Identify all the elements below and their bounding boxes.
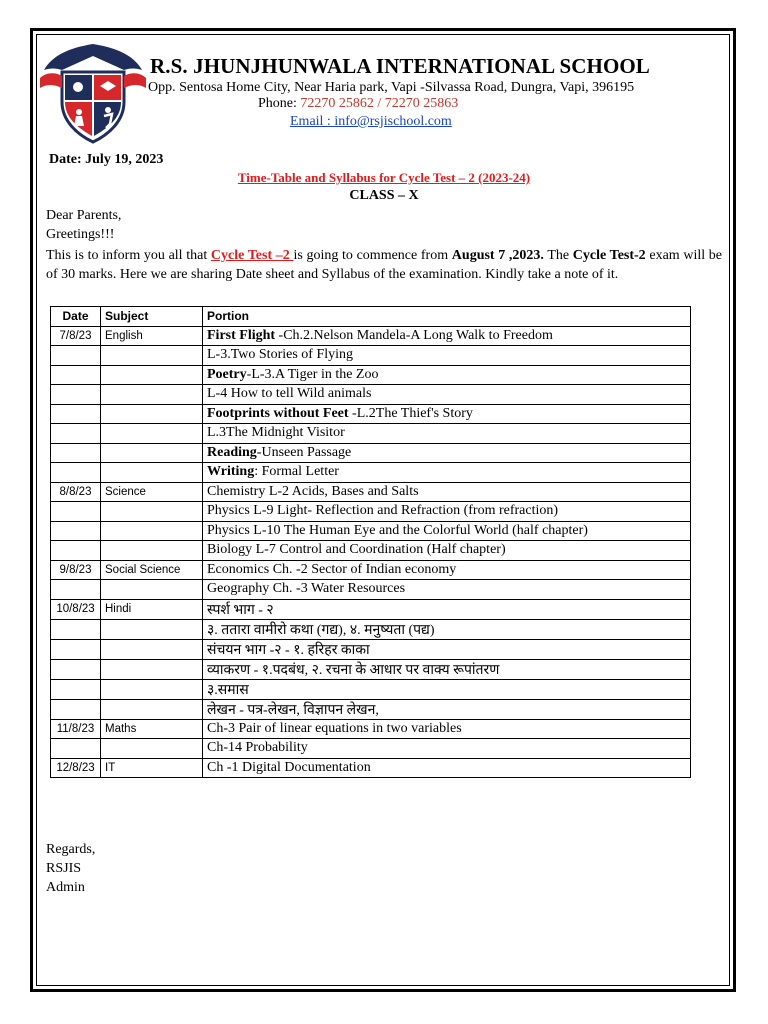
row-portion — [203, 599, 691, 619]
row-subject: Maths — [101, 719, 203, 739]
row-date — [51, 739, 101, 759]
intro-paragraph — [46, 246, 722, 284]
table-row — [51, 541, 691, 561]
row-subject — [101, 541, 203, 561]
school-email-link[interactable]: Email : info@rsjischool.com — [290, 114, 452, 129]
portion-text: Economics Ch. -2 Sector of Indian economy — [207, 561, 457, 577]
schedule-table — [50, 306, 691, 778]
portion-text: -Unseen Passage — [256, 444, 352, 460]
notice-date: Date: July 19, 2023 — [49, 152, 164, 167]
table-row — [51, 385, 691, 405]
portion-text: संचयन भाग -२ - १. हरिहर काका — [207, 642, 370, 658]
portion-text: Physics L-9 Light- Reflection and Refraction (from refraction) — [207, 503, 559, 519]
table-row — [51, 659, 691, 679]
row-portion — [203, 326, 691, 346]
row-subject — [101, 521, 203, 541]
table-row — [51, 599, 691, 619]
portion-lead: Reading — [207, 444, 257, 460]
row-date — [51, 502, 101, 522]
school-address: Opp. Sentosa Home City, Near Haria park, Vapi -Silvassa Road, Dungra, Vapi, 396195 — [148, 80, 635, 95]
row-date: 7/8/23 — [51, 326, 101, 346]
row-date: 9/8/23 — [51, 560, 101, 580]
table-row — [51, 639, 691, 659]
signoff-role: Admin — [46, 880, 85, 895]
table-row — [51, 424, 691, 444]
row-subject: IT — [101, 758, 203, 778]
portion-text: Geography Ch. -3 Water Resources — [207, 581, 406, 597]
table-row — [51, 482, 691, 502]
table-header-row — [51, 307, 691, 327]
row-subject — [101, 346, 203, 366]
header-subject: Subject — [101, 307, 203, 327]
row-date — [51, 404, 101, 424]
intro-text-1: This is to inform you all that — [46, 248, 211, 263]
signoff-regards: Regards, — [46, 842, 96, 857]
row-portion — [203, 346, 691, 366]
phone-numbers: 72270 25862 / 72270 25863 — [300, 96, 459, 111]
table-row — [51, 346, 691, 366]
table-row — [51, 739, 691, 759]
row-date — [51, 346, 101, 366]
row-portion — [203, 424, 691, 444]
row-date — [51, 521, 101, 541]
table-row — [51, 679, 691, 699]
row-subject — [101, 424, 203, 444]
portion-text: -Ch.2.Nelson Mandela-A Long Walk to Freedom — [278, 327, 553, 343]
row-subject: Social Science — [101, 560, 203, 580]
table-row — [51, 560, 691, 580]
row-date — [51, 443, 101, 463]
table-row — [51, 699, 691, 719]
row-portion — [203, 619, 691, 639]
row-date — [51, 659, 101, 679]
portion-text: Ch-14 Probability — [207, 740, 308, 756]
signoff-org: RSJIS — [46, 861, 82, 876]
intro-cycle-test: Cycle Test –2 — [210, 248, 294, 263]
row-subject — [101, 679, 203, 699]
row-subject — [101, 619, 203, 639]
row-date — [51, 541, 101, 561]
row-subject — [101, 443, 203, 463]
table-row — [51, 326, 691, 346]
school-shield-logo-icon — [38, 38, 148, 146]
portion-lead: Footprints without Feet — [207, 405, 353, 421]
row-subject — [101, 739, 203, 759]
row-subject — [101, 639, 203, 659]
row-date: 12/8/23 — [51, 758, 101, 778]
row-subject: Science — [101, 482, 203, 502]
table-row — [51, 719, 691, 739]
header-date: Date — [51, 307, 101, 327]
row-subject: English — [101, 326, 203, 346]
row-date — [51, 385, 101, 405]
row-portion — [203, 443, 691, 463]
portion-text: L.3The Midnight Visitor — [207, 425, 345, 441]
row-subject — [101, 385, 203, 405]
row-date — [51, 679, 101, 699]
row-subject — [101, 699, 203, 719]
intro-text-4: exam will be of 30 marks. Here we are sharing Date sheet and Syllabus of the examination. Kindly take a note of it. — [46, 248, 723, 282]
portion-text: L-4 How to tell Wild animals — [207, 386, 372, 402]
row-portion — [203, 541, 691, 561]
portion-text: ३.समास — [207, 682, 249, 698]
phone-label: Phone: — [258, 96, 297, 111]
row-subject — [101, 404, 203, 424]
school-phone — [258, 96, 458, 112]
row-portion — [203, 463, 691, 483]
intro-cycle-test-2: Cycle Test-2 — [572, 248, 646, 263]
portion-text: L-3.Two Stories of Flying — [207, 347, 354, 363]
row-subject — [101, 365, 203, 385]
portion-text: स्पर्श भाग - २ — [207, 602, 274, 618]
row-portion — [203, 580, 691, 600]
table-row — [51, 365, 691, 385]
table-row — [51, 502, 691, 522]
row-portion — [203, 659, 691, 679]
portion-text: ३. ततारा वामीरो कथा (गद्य), ४. मनुष्यता (पद्य) — [207, 622, 435, 638]
intro-text-2: is going to commence from — [293, 248, 452, 263]
row-portion — [203, 502, 691, 522]
intro-date: August 7 ,2023. — [451, 248, 544, 263]
table-row — [51, 443, 691, 463]
portion-lead: Writing — [207, 464, 255, 480]
portion-text: Chemistry L-2 Acids, Bases and Salts — [207, 483, 419, 499]
row-date — [51, 463, 101, 483]
portion-text: Physics L-10 The Human Eye and the Colorful World (half chapter) — [207, 522, 588, 538]
row-subject — [101, 463, 203, 483]
row-date — [51, 639, 101, 659]
timetable-title: Time-Table and Syllabus for Cycle Test – 2 (2023-24) — [237, 170, 531, 185]
row-subject — [101, 580, 203, 600]
table-row — [51, 619, 691, 639]
row-subject — [101, 659, 203, 679]
portion-text: Ch-3 Pair of linear equations in two variables — [207, 720, 462, 736]
row-portion — [203, 385, 691, 405]
row-date — [51, 365, 101, 385]
row-date: 8/8/23 — [51, 482, 101, 502]
greeting: Greetings!!! — [46, 227, 115, 242]
intro-text-3: The — [543, 248, 573, 263]
portion-text: Biology L-7 Control and Coordination (Half chapter) — [207, 542, 506, 558]
row-date — [51, 699, 101, 719]
row-date — [51, 580, 101, 600]
portion-text: -L-3.A Tiger in the Zoo — [246, 366, 379, 382]
row-portion — [203, 639, 691, 659]
row-date: 11/8/23 — [51, 719, 101, 739]
school-name: R.S. JHUNJHUNWALA INTERNATIONAL SCHOOL — [150, 54, 650, 78]
portion-text: -L.2The Thief's Story — [352, 405, 473, 421]
row-portion — [203, 679, 691, 699]
class-heading: CLASS – X — [349, 188, 419, 203]
portion-text: लेखन - पत्र-लेखन, विज्ञापन लेखन, — [207, 702, 379, 718]
row-portion — [203, 560, 691, 580]
portion-text: Ch -1 Digital Documentation — [207, 759, 371, 775]
row-portion — [203, 739, 691, 759]
row-date — [51, 619, 101, 639]
salutation: Dear Parents, — [46, 208, 122, 223]
portion-lead: First Flight — [207, 327, 279, 343]
row-portion — [203, 758, 691, 778]
schedule-body — [51, 326, 691, 778]
table-row — [51, 463, 691, 483]
row-portion — [203, 404, 691, 424]
table-row — [51, 404, 691, 424]
row-portion — [203, 482, 691, 502]
portion-text: व्याकरण - १.पदबंध, २. रचना के आधार पर वाक्य रूपांतरण — [207, 662, 500, 678]
row-subject — [101, 502, 203, 522]
table-row — [51, 521, 691, 541]
row-portion — [203, 365, 691, 385]
row-portion — [203, 699, 691, 719]
row-portion — [203, 719, 691, 739]
row-date — [51, 424, 101, 444]
row-subject: Hindi — [101, 599, 203, 619]
row-date: 10/8/23 — [51, 599, 101, 619]
table-row — [51, 758, 691, 778]
header-portion: Portion — [203, 307, 691, 327]
table-row — [51, 580, 691, 600]
portion-lead: Poetry — [207, 366, 247, 382]
row-portion — [203, 521, 691, 541]
portion-text: : Formal Letter — [254, 464, 339, 480]
